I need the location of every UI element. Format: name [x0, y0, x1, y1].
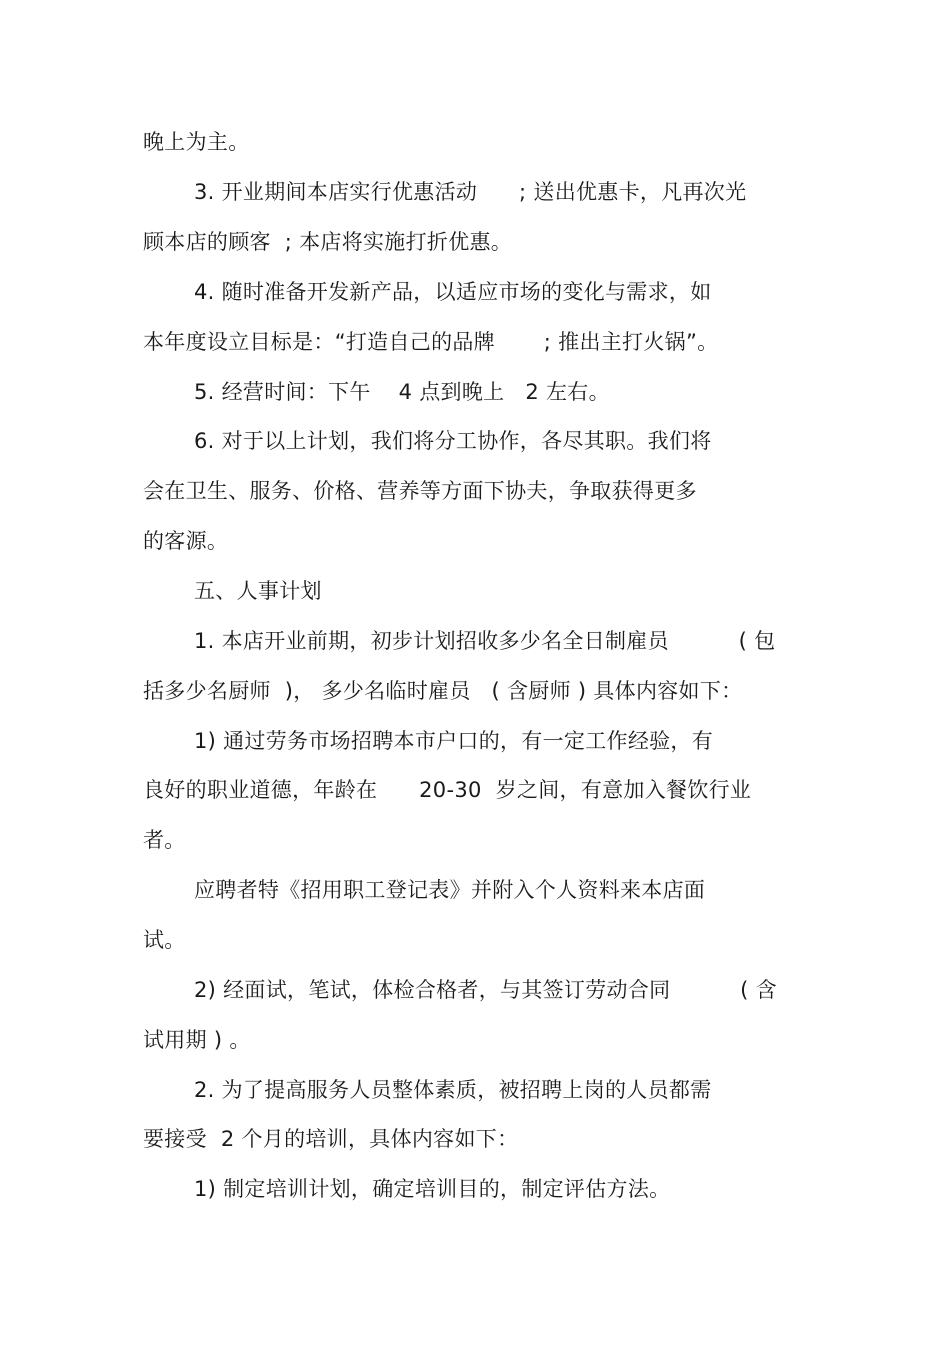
- text-line: 会在卫生、服务、价格、营养等方面下协夫，争取获得更多: [143, 479, 697, 503]
- text-line: 的客源。: [143, 529, 229, 553]
- text-line: 3. 开业期间本店实行优惠活动 ; 送出优惠卡，凡再次光: [194, 180, 747, 204]
- text-line: 试用期 ) 。: [143, 1028, 251, 1052]
- text-line: 5. 经营时间：下午 4 点到晚上 2 左右。: [194, 380, 610, 404]
- text-line: 要接受 2 个月的培训，具体内容如下：: [143, 1127, 519, 1151]
- text-line: 者。: [143, 828, 186, 852]
- text-line: 晚上为主。: [143, 130, 250, 154]
- text-line: 括多少名厨师 )， 多少名临时雇员 ( 含厨师 ) 具体内容如下：: [143, 679, 743, 703]
- text-line: 6. 对于以上计划，我们将分工协作，各尽其职。我们将: [194, 429, 712, 453]
- text-line: 2) 经面试，笔试，体检合格者，与其签订劳动合同 ( 含: [194, 978, 777, 1002]
- text-line: 1. 本店开业前期，初步计划招收多少名全日制雇员 ( 包: [194, 629, 776, 653]
- text-line: 本年度设立目标是：“打造自己的品牌 ; 推出主打火锅”。: [143, 330, 719, 354]
- text-line: 4. 随时准备开发新产品，以适应市场的变化与需求，如: [194, 280, 712, 304]
- text-line: 1) 制定培训计划，确定培训目的，制定评估方法。: [194, 1177, 671, 1201]
- text-line: 1) 通过劳务市场招聘本市户口的，有一定工作经验，有: [194, 729, 714, 753]
- text-line: 顾本店的顾客 ; 本店将实施打折优惠。: [143, 230, 513, 254]
- text-line: 2. 为了提高服务人员整体素质，被招聘上岗的人员都需: [194, 1078, 712, 1102]
- text-line: 应聘者特《招用职工登记表》并附入个人资料来本店面: [194, 878, 706, 902]
- section-heading: 五、人事计划: [194, 579, 322, 603]
- text-line: 试。: [143, 928, 186, 952]
- text-line: 良好的职业道德，年龄在 20-30 岁之间，有意加入餐饮行业: [143, 778, 752, 802]
